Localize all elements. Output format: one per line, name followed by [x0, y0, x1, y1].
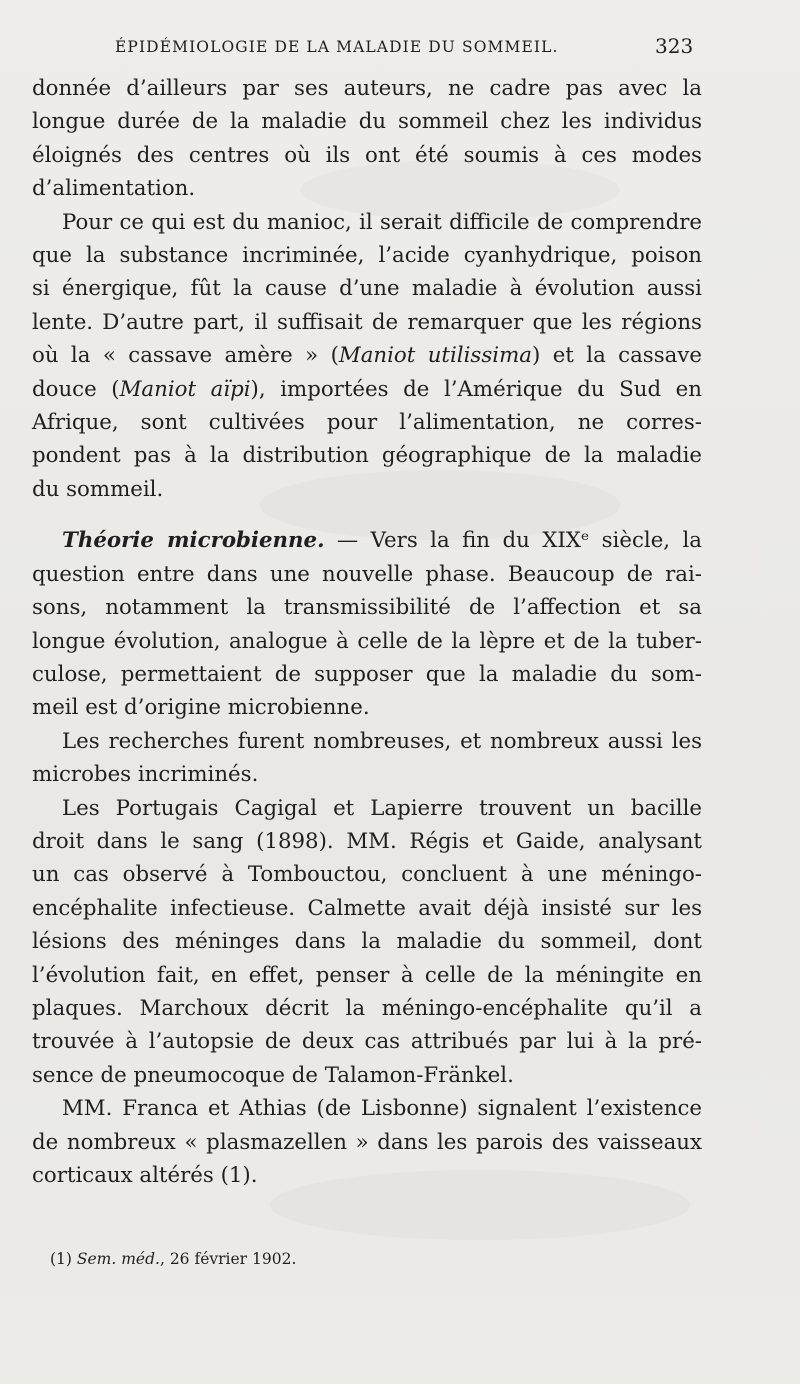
- text-line: question entre dans une nouvelle phase. Beaucoup de rai-: [32, 561, 702, 587]
- text-line: donnée d’ailleurs par ses auteurs, ne cadre pas avec la: [32, 76, 702, 101]
- running-head: ÉPIDÉMIOLOGIE DE LA MALADIE DU SOMMEIL.: [115, 38, 559, 56]
- text-line: trouvée à l’autopsie de deux cas attribués par lui à la pré-: [32, 1029, 702, 1055]
- text-line: [32, 339, 702, 372]
- paragraph-alimentation: [32, 72, 702, 206]
- text-line: sence de pneumocoque de Talamon-Fränkel.: [32, 1062, 514, 1088]
- text-run: — Vers la fin du: [324, 528, 543, 554]
- text-line: longue évolution, analogue à celle de la lèpre et de la tuber-: [32, 628, 702, 654]
- section-gap: [32, 506, 702, 524]
- body-text: [32, 72, 702, 1192]
- species-name: Maniot utilissima: [338, 343, 532, 369]
- text-line: culose, permettaient de supposer que la maladie du som-: [32, 661, 702, 687]
- text-line: [32, 524, 702, 557]
- text-line: lésions des méninges dans la maladie du sommeil, dont: [32, 929, 702, 955]
- section-title: Théorie microbienne.: [62, 528, 325, 554]
- text-line: corticaux altérés (1).: [32, 1163, 258, 1188]
- footnote-text: , 26 février 1902.: [159, 1250, 297, 1268]
- paragraph-portugais: [32, 792, 702, 1093]
- page-number: 323: [655, 34, 694, 58]
- text-run: ) et la cassave: [532, 343, 702, 369]
- text-line: plaques. Marchoux décrit la méningo-encéphalite qu’il a: [32, 995, 702, 1021]
- text-line: longue durée de la maladie du sommeil chez les individus: [32, 109, 702, 135]
- footnote: [50, 1250, 296, 1268]
- text-line: du sommeil.: [32, 476, 164, 502]
- text-run: douce (: [32, 376, 120, 402]
- text-line: de nombreux « plasmazellen » dans les parois des vaisseaux: [32, 1129, 702, 1155]
- text-line: si énergique, fût la cause d’une maladie à évolution aussi: [32, 276, 702, 302]
- text-line: d’alimentation.: [32, 176, 196, 202]
- paragraph-recherches: [32, 725, 702, 792]
- text-line: meil est d’origine microbienne.: [32, 695, 370, 721]
- text-line: Les recherches furent nombreuses, et nombreux aussi les: [62, 728, 702, 754]
- text-line: droit dans le sang (1898). MM. Régis et Gaide, analysant: [32, 828, 702, 854]
- text-line: Les Portugais Cagigal et Lapierre trouvent un bacille: [62, 795, 702, 821]
- paragraph-theorie-microbienne: [32, 524, 702, 724]
- text-line: Pour ce qui est du manioc, il serait difficile de comprendre: [62, 209, 702, 235]
- text-line: encéphalite infectieuse. Calmette avait déjà insisté sur les: [32, 895, 702, 921]
- species-name: Maniot aïpi: [119, 376, 251, 402]
- text-line: lente. D’autre part, il suffisait de remarquer que les régions: [32, 309, 702, 335]
- text-line: éloignés des centres où ils ont été soumis à ces modes: [32, 142, 702, 168]
- text-run: ), importées de l’Amérique du Sud en: [250, 376, 702, 402]
- paragraph-franca-athias: [32, 1092, 702, 1192]
- paragraph-manioc: [32, 206, 702, 507]
- text-run: siècle, la: [589, 528, 702, 554]
- text-line: sons, notamment la transmissibilité de l’affection et sa: [32, 595, 702, 621]
- text-line: un cas observé à Tombouctou, concluent à une méningo-: [32, 862, 702, 888]
- text-run: où la « cassave amère » (: [32, 343, 339, 369]
- page-header: [0, 34, 800, 64]
- footnote-marker: (1): [50, 1250, 77, 1268]
- text-line: que la substance incriminée, l’acide cyanhydrique, poison: [32, 243, 702, 269]
- text-line: l’évolution fait, en effet, penser à celle de la méningite en: [32, 962, 702, 988]
- text-line: MM. Franca et Athias (de Lisbonne) signalent l’existence: [62, 1096, 702, 1122]
- text-line: [32, 373, 702, 406]
- text-line: pondent pas à la distribution géographique de la maladie: [32, 443, 702, 469]
- text-line: microbes incriminés.: [32, 762, 259, 788]
- footnote-source: Sem. méd.: [76, 1250, 160, 1268]
- text-line: Afrique, sont cultivées pour l’alimentation, ne corres-: [32, 410, 702, 436]
- century-numeral: XIXᵉ: [542, 528, 590, 554]
